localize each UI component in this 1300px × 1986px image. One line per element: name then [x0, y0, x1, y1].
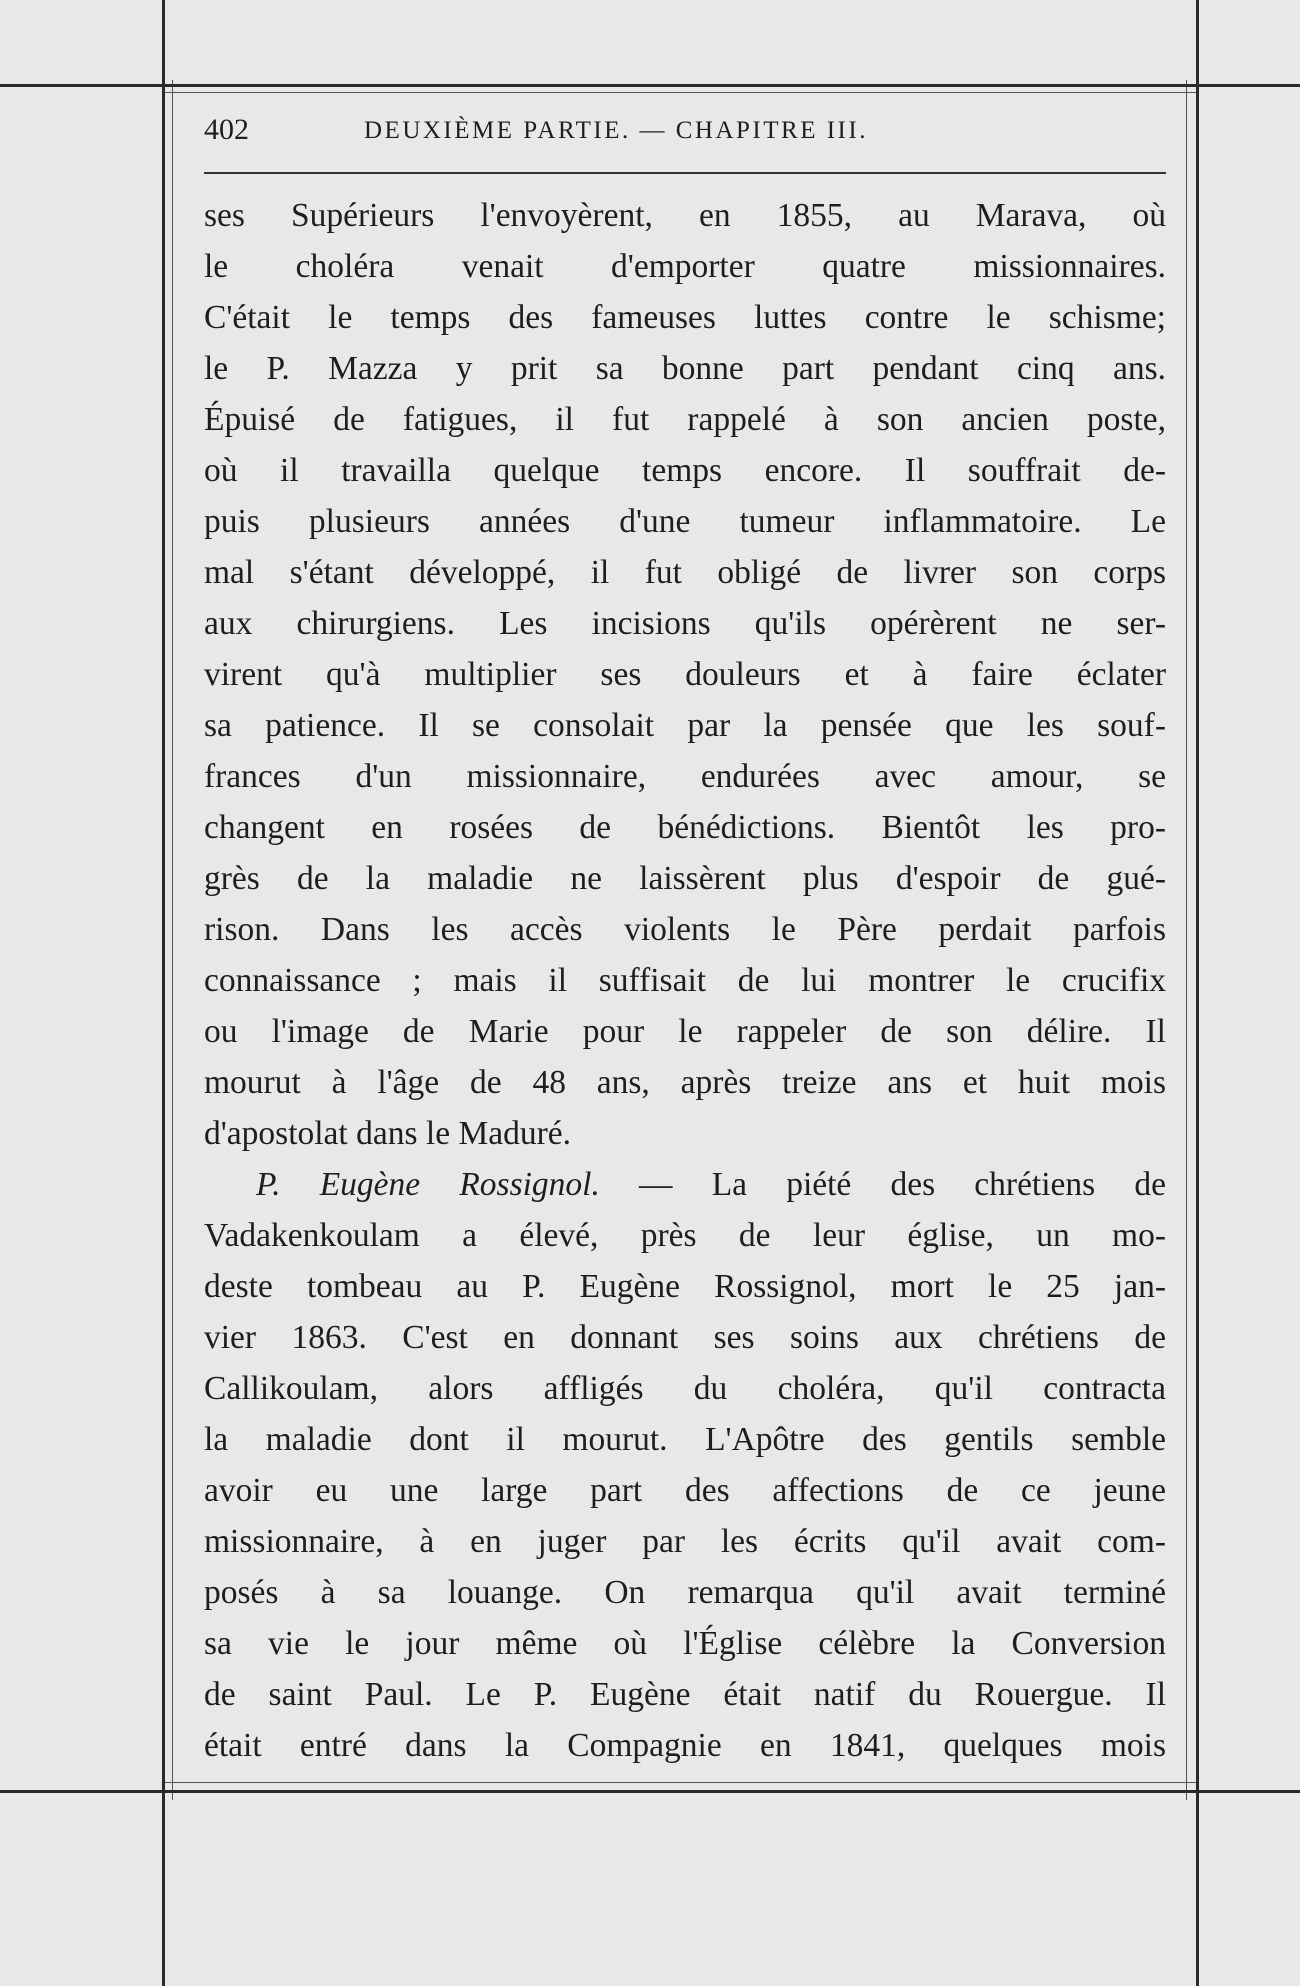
text-line: ses Supérieurs l'envoyèrent, en 1855, au Marava, où	[204, 197, 1166, 234]
text-line: aux chirurgiens. Les incisions qu'ils opérèrent ne ser-	[204, 605, 1166, 642]
page-body	[204, 190, 1166, 1771]
person-name: P. Eugène Rossignol.	[256, 1166, 600, 1203]
right-frame-rule	[1196, 0, 1199, 1986]
text-line: changent en rosées de bénédictions. Bientôt les pro-	[204, 809, 1166, 846]
text-line: la maladie dont il mourut. L'Apôtre des gentils semble	[204, 1421, 1166, 1458]
text-line: le P. Mazza y prit sa bonne part pendant cinq ans.	[204, 350, 1166, 387]
running-head	[204, 113, 1166, 153]
text-line: connaissance ; mais il suffisait de lui montrer le crucifix	[204, 962, 1166, 999]
text-line: frances d'un missionnaire, endurées avec amour, se	[204, 758, 1166, 795]
text-line: posés à sa louange. On remarqua qu'il avait terminé	[204, 1574, 1166, 1611]
text-line: mal s'étant développé, il fut obligé de livrer son corps	[204, 554, 1166, 591]
header-rule	[204, 172, 1166, 174]
text-line: de saint Paul. Le P. Eugène était natif du Rouergue. Il	[204, 1676, 1166, 1713]
page-number: 402	[204, 113, 249, 146]
left-frame-rule	[162, 0, 165, 1986]
text-line: puis plusieurs années d'une tumeur inflammatoire. Le	[204, 503, 1166, 540]
right-inner-rule	[1186, 80, 1187, 1800]
paragraph-1	[204, 190, 1166, 1159]
running-title: DEUXIÈME PARTIE. — CHAPITRE III.	[364, 117, 868, 144]
text-line: vier 1863. C'est en donnant ses soins aux chrétiens de	[204, 1319, 1166, 1356]
text-line: C'était le temps des fameuses luttes contre le schisme;	[204, 299, 1166, 336]
text-line: d'apostolat dans le Maduré.	[204, 1115, 571, 1152]
top-inner-rule	[165, 92, 1196, 93]
text-line: ou l'image de Marie pour le rappeler de son délire. Il	[204, 1013, 1166, 1050]
text-run: — La piété des chrétiens de	[599, 1166, 1166, 1203]
text-line: sa vie le jour même où l'Église célèbre la Conversion	[204, 1625, 1166, 1662]
bottom-inner-rule	[165, 1782, 1196, 1783]
text-line: où il travailla quelque temps encore. Il souffrait de-	[204, 452, 1166, 489]
text-line: Vadakenkoulam a élevé, près de leur église, un mo-	[204, 1217, 1166, 1254]
paragraph-2-first-line	[204, 1159, 1166, 1210]
text-line: deste tombeau au P. Eugène Rossignol, mort le 25 jan-	[204, 1268, 1166, 1305]
top-frame-rule	[0, 84, 1300, 87]
text-line: rison. Dans les accès violents le Père perdait parfois	[204, 911, 1166, 948]
bottom-frame-rule	[0, 1790, 1300, 1793]
text-line: était entré dans la Compagnie en 1841, quelques mois	[204, 1727, 1166, 1764]
text-line: mourut à l'âge de 48 ans, après treize ans et huit mois	[204, 1064, 1166, 1101]
text-line: virent qu'à multiplier ses douleurs et à faire éclater	[204, 656, 1166, 693]
text-line: avoir eu une large part des affections de ce jeune	[204, 1472, 1166, 1509]
text-line: Callikoulam, alors affligés du choléra, qu'il contracta	[204, 1370, 1166, 1407]
paragraph-2	[204, 1159, 1166, 1771]
text-line: grès de la maladie ne laissèrent plus d'espoir de gué-	[204, 860, 1166, 897]
left-inner-rule	[172, 80, 173, 1800]
text-line: Épuisé de fatigues, il fut rappelé à son ancien poste,	[204, 401, 1166, 438]
text-line: sa patience. Il se consolait par la pensée que les souf-	[204, 707, 1166, 744]
text-line: le choléra venait d'emporter quatre missionnaires.	[204, 248, 1166, 285]
text-line: missionnaire, à en juger par les écrits qu'il avait com-	[204, 1523, 1166, 1560]
